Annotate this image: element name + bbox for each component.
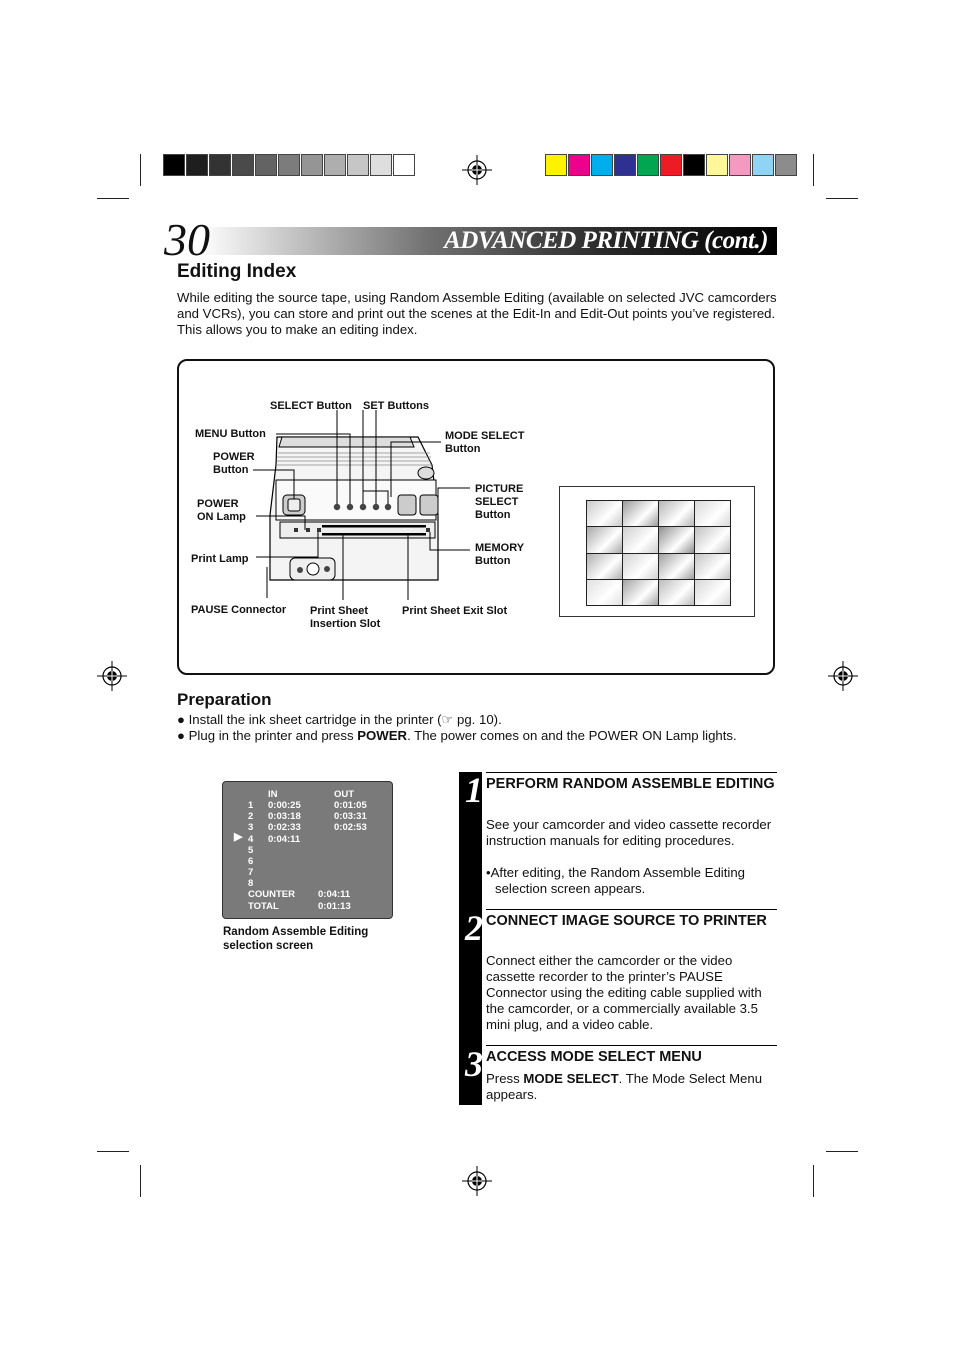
step-text: See your camcorder and video cassette recorder instruction manuals for editing procedures. (486, 817, 772, 848)
calibration-swatch (255, 154, 277, 176)
label-line: POWER (213, 451, 255, 463)
grayscale-calibration-bar (163, 154, 416, 176)
calibration-swatch (591, 154, 613, 176)
step-title: CONNECT IMAGE SOURCE TO PRINTER (486, 913, 767, 929)
thumbnail-image (623, 554, 658, 579)
screen-cursor: ▶ (234, 831, 243, 843)
screen-header-out: OUT (334, 789, 355, 800)
step-rule (486, 1045, 777, 1046)
intro-paragraph: While editing the source tape, using Random Assemble Editing (available on selected JVC camcorders and VCRs), you can store and print out the scenes at the Edit-In and Edit-Out points you’ve registered. This allows you to make an editing index. (177, 290, 777, 337)
print-lamp-label: Print Lamp (191, 553, 249, 565)
total-label: TOTAL (248, 901, 279, 912)
counter-value: 0:04:11 (318, 889, 351, 900)
calibration-swatch (637, 154, 659, 176)
mode-select-button-label (445, 430, 524, 456)
power-button-label (213, 451, 255, 477)
thumbnail-grid (586, 500, 731, 606)
label-line: PICTURE (475, 483, 524, 495)
step-number: 2 (465, 908, 483, 948)
step-rule (486, 909, 777, 910)
pause-connector-label: PAUSE Connector (191, 604, 287, 616)
set-buttons-label: SET Buttons (363, 400, 429, 412)
step-text: Connect either the camcorder or the video cassette recorder to the printer’s PAUSE Connector using the editing cable supplied with the camcorder, or a commercially available 3.5 mini plug, and a video cable. (486, 953, 762, 1032)
counter-label: COUNTER (248, 889, 295, 900)
step-text (486, 1071, 776, 1103)
step-text-bold: MODE SELECT (523, 1071, 619, 1086)
calibration-swatch (209, 154, 231, 176)
label-line: Button (475, 509, 511, 521)
screen-row-n: 4 (248, 833, 254, 845)
thumbnail-image (695, 527, 730, 552)
calibration-swatch (278, 154, 300, 176)
caption-line: Random Assemble Editing (223, 926, 369, 938)
label-line: ON Lamp (197, 511, 246, 523)
screen-row-n: 3 (248, 822, 254, 834)
label-line: Insertion Slot (310, 618, 381, 630)
print-sheet-insertion-slot-label (310, 605, 380, 631)
registration-target-icon (462, 1166, 492, 1196)
preparation-bullet (177, 712, 502, 728)
select-button-label: SELECT Button (270, 400, 352, 412)
screen-row-n: 2 (248, 811, 254, 823)
step-number: 1 (465, 770, 483, 810)
editing-index-print-sample (559, 486, 755, 617)
calibration-swatch (752, 154, 774, 176)
step-text-part: Press (486, 1071, 524, 1086)
thumbnail-image (623, 501, 658, 526)
screen-row-in: 0:02:33 (268, 822, 301, 834)
section-heading: Editing Index (177, 261, 297, 282)
calibration-swatch (324, 154, 346, 176)
total-value: 0:01:13 (318, 901, 351, 912)
calibration-swatch (545, 154, 567, 176)
screen-row-in: 0:04:11 (268, 833, 301, 845)
page-number: 30 (164, 214, 210, 265)
screen-row-in: 0:03:18 (268, 811, 301, 823)
thumbnail-image (623, 527, 658, 552)
thumbnail-image (587, 501, 622, 526)
calibration-swatch (163, 154, 185, 176)
thumbnail-image (587, 527, 622, 552)
thumbnail-image (587, 554, 622, 579)
screen-row-out: 0:03:31 (334, 811, 367, 823)
screen-row-n: 5 (248, 844, 254, 856)
color-calibration-bar (545, 154, 798, 176)
calibration-swatch (232, 154, 254, 176)
bullet-dot: ● (177, 712, 185, 727)
thumbnail-image (659, 501, 694, 526)
preparation-bullet (177, 728, 737, 744)
bullet-text: . The power comes on and the POWER ON Lamp lights. (407, 728, 737, 743)
thumbnail-image (695, 501, 730, 526)
calibration-swatch (660, 154, 682, 176)
screen-row-out: 0:02:53 (334, 822, 367, 834)
thumbnail-image (659, 554, 694, 579)
calibration-swatch (729, 154, 751, 176)
step-number: 3 (465, 1044, 483, 1084)
registration-target-icon (828, 661, 858, 691)
screen-row-out: 0:01:05 (334, 800, 367, 811)
power-on-lamp-label (197, 498, 246, 524)
screen-row-in: 0:00:25 (268, 800, 301, 811)
label-line: Button (445, 443, 481, 455)
label-line: POWER (197, 498, 239, 510)
step-rule (486, 772, 777, 773)
label-line: SELECT (475, 496, 519, 508)
bullet-dot: ● (177, 728, 185, 743)
bullet-text: Plug in the printer and press (188, 728, 358, 743)
menu-button-label: MENU Button (195, 428, 266, 440)
preparation-heading: Preparation (177, 690, 272, 709)
thumbnail-image (695, 554, 730, 579)
step-note: •After editing, the Random Assemble Editing selection screen appears. (486, 865, 745, 896)
screen-caption (223, 925, 368, 953)
label-line: Button (213, 464, 249, 476)
screen-header-in: IN (268, 789, 278, 800)
label-line: MEMORY (475, 542, 525, 554)
step-title: PERFORM RANDOM ASSEMBLE EDITING (486, 776, 775, 792)
calibration-swatch (614, 154, 636, 176)
calibration-swatch (706, 154, 728, 176)
calibration-swatch (347, 154, 369, 176)
random-assemble-editing-screen (222, 781, 393, 919)
thumbnail-image (695, 580, 730, 605)
registration-target-icon (462, 155, 492, 185)
calibration-swatch (393, 154, 415, 176)
calibration-swatch (683, 154, 705, 176)
screen-row-n: 8 (248, 878, 254, 890)
screen-row-n: 7 (248, 867, 254, 879)
calibration-swatch (568, 154, 590, 176)
bullet-text: Install the ink sheet cartridge in the printer (☞ pg. 10). (188, 712, 502, 727)
picture-select-button-label (475, 483, 523, 522)
step-text-part: . The Mode Select Menu appears. (486, 1071, 763, 1102)
print-sheet-exit-slot-label: Print Sheet Exit Slot (402, 605, 508, 617)
registration-target-icon (97, 661, 127, 691)
calibration-swatch (186, 154, 208, 176)
screen-row-n: 6 (248, 856, 254, 867)
label-line: Button (475, 555, 511, 567)
page-title: ADVANCED PRINTING (cont.) (444, 227, 768, 254)
calibration-swatch (301, 154, 323, 176)
thumbnail-image (659, 527, 694, 552)
thumbnail-image (659, 580, 694, 605)
memory-button-label (475, 542, 524, 568)
caption-line: selection screen (223, 940, 314, 952)
thumbnail-image (623, 580, 658, 605)
thumbnail-image (587, 580, 622, 605)
label-line: MODE SELECT (445, 430, 525, 442)
calibration-swatch (775, 154, 797, 176)
step-title: ACCESS MODE SELECT MENU (486, 1049, 702, 1065)
screen-row-n: 1 (248, 800, 254, 811)
bullet-bold: POWER (357, 728, 408, 743)
label-line: Print Sheet (310, 605, 369, 617)
calibration-swatch (370, 154, 392, 176)
